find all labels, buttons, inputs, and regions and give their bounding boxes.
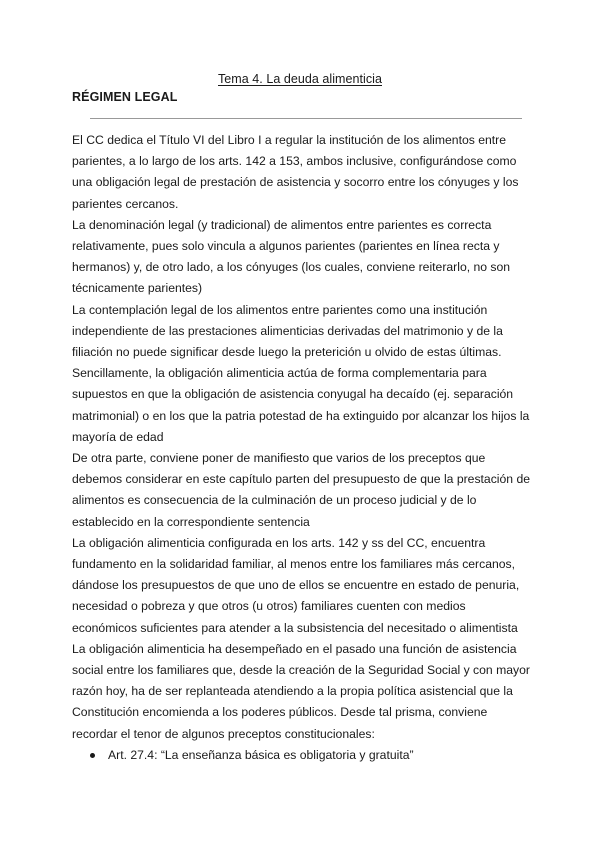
- list-item: [90, 745, 532, 766]
- text-line: La obligación alimenticia configurada en los arts. 142 y ss del CC, encuentra: [72, 535, 486, 550]
- text-line: Sencillamente, la obligación alimenticia actúa de forma complementaria para: [72, 366, 487, 381]
- text-line: alimentos es consecuencia de la culminación de un proceso judicial y de lo: [72, 493, 477, 508]
- text-line: La denominación legal (y tradicional) de alimentos entre parientes es correcta: [72, 217, 492, 232]
- text-line: establecido en la correspondiente sentencia: [72, 514, 310, 529]
- text-line: supuestos en que la obligación de asistencia conyugal ha decaído (ej. separación: [72, 387, 514, 402]
- text-line: económicos suficientes para atender a la subsistencia del necesitado o alimentista: [72, 620, 518, 635]
- text-line: matrimonial) o en los que la patria potestad de ha extinguido por alcanzar los hijos la: [72, 408, 530, 423]
- section-heading: RÉGIMEN LEGAL: [72, 90, 178, 104]
- text-line: dándose los presupuestos de que uno de ellos se encuentre en estado de penuria,: [72, 578, 520, 593]
- text-line: parientes, a lo largo de los arts. 142 a 153, ambos inclusive, configurándose como: [72, 154, 517, 169]
- text-line: independiente de las prestaciones alimenticias derivadas del matrimonio y de la: [72, 323, 503, 338]
- body-text: [72, 130, 532, 766]
- list-item-text: Art. 27.4: “La enseñanza básica es obligatoria y gratuita”: [108, 747, 414, 762]
- horizontal-rule: [90, 118, 522, 119]
- text-line: técnicamente parientes): [72, 281, 203, 296]
- text-line: razón hoy, ha de ser replanteada atendiendo a la propia política asistencial que la: [72, 684, 513, 699]
- text-line: hermanos) y, de otro lado, a los cónyuges (los cuales, conviene reiterarlo, no son: [72, 260, 511, 275]
- text-line: De otra parte, conviene poner de manifiesto que varios de los preceptos que: [72, 451, 486, 466]
- text-line: El CC dedica el Título VI del Libro I a regular la institución de los alimentos entre: [72, 133, 507, 147]
- text-line: filiación no puede significar desde luego la preterición u olvido de estas últimas.: [72, 345, 502, 360]
- text-line: una obligación legal de prestación de asistencia y socorro entre los cónyuges y los: [72, 175, 519, 190]
- text-line: La obligación alimenticia ha desempeñado en el pasado una función de asistencia: [72, 641, 517, 656]
- bullet-list: [72, 745, 532, 766]
- text-line: parientes cercanos.: [72, 196, 179, 211]
- text-line: La contemplación legal de los alimentos entre parientes como una institución: [72, 302, 488, 317]
- text-line: social entre los familiares que, desde la creación de la Seguridad Social y con mayor: [72, 663, 530, 678]
- text-line: Constitución encomienda a los poderes públicos. Desde tal prisma, conviene: [72, 705, 488, 720]
- document-title: Tema 4. La deuda alimenticia: [218, 72, 382, 86]
- text-line: fundamento en la solidaridad familiar, al menos entre los familiares más cercanos,: [72, 557, 516, 572]
- text-line: recordar el tenor de algunos preceptos constitucionales:: [72, 726, 375, 741]
- text-line: relativamente, pues solo vincula a algunos parientes (parientes en línea recta y: [72, 239, 500, 254]
- bullet-icon: [90, 753, 95, 758]
- text-line: debemos considerar en este capítulo parten del presupuesto de que la prestación de: [72, 472, 531, 487]
- text-line: necesidad o pobreza y que otros (u otros) familiares cuenten con medios: [72, 599, 466, 614]
- text-line: mayoría de edad: [72, 429, 164, 444]
